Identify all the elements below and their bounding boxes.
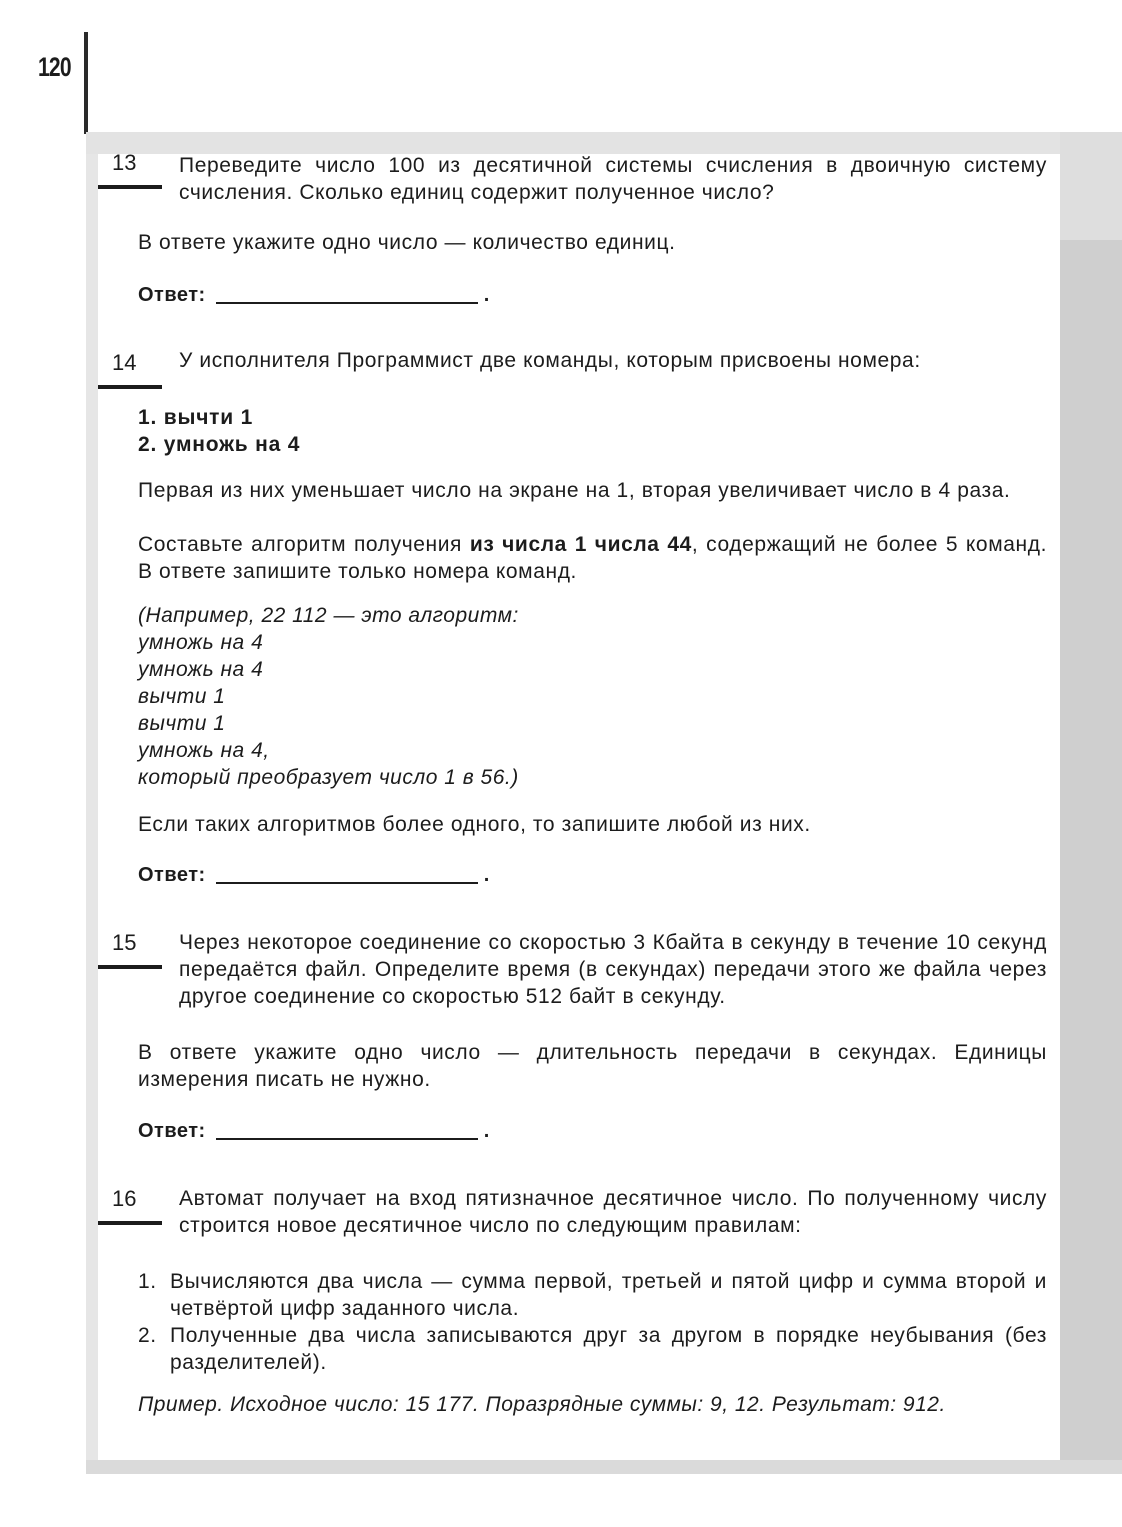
task-number-rule — [98, 965, 162, 969]
rules-list — [138, 1268, 1047, 1376]
list-item: 1. Вычисляются два числа — сумма первой, третьей и пятой цифр и сумма второй и четвёртой цифр заданного числа. — [138, 1270, 1047, 1320]
command-2: 2. умножь на 4 — [138, 433, 301, 456]
example-line: (Например, 22 112 — это алгоритм: — [138, 604, 519, 627]
task-number: 16 — [112, 1186, 137, 1211]
page-border-right-shade — [1060, 240, 1122, 1472]
example-line: вычти 1 — [138, 712, 226, 735]
answer-row: Ответ: . — [138, 284, 490, 306]
answer-field[interactable] — [216, 282, 478, 304]
page-number: 120 — [38, 52, 71, 82]
example-line: который преобразует число 1 в 56.) — [138, 766, 519, 789]
example-block — [138, 602, 519, 791]
answer-field[interactable] — [216, 1118, 478, 1140]
task-number-rule — [98, 185, 162, 189]
task-number-rule — [98, 1221, 162, 1225]
task-question: Автомат получает на вход пятизначное десятичное число. По полученному числу строится новое десятичное число по следующим правилам: — [179, 1187, 1047, 1237]
example-text: Пример. Исходное число: 15 177. Поразрядные суммы: 9, 12. Результат: 912. — [138, 1393, 946, 1416]
answer-label: Ответ: — [138, 1120, 206, 1142]
task-instruction: В ответе укажите одно число — количество единиц. — [138, 231, 676, 254]
task-question: Через некоторое соединение со скоростью 3 Кбайта в секунду в течение 10 секунд передаётся файл. Определите время (в секундах) передачи этого же файла через другое соединение со скоростью 512 байт в секунду. — [179, 931, 1047, 1008]
list-item: 2. Полученные два числа записываются друг за другом в порядке неубывания (без разделителей). — [138, 1324, 1047, 1374]
example-line: умножь на 4 — [138, 631, 264, 654]
page-border-left — [86, 154, 98, 1472]
answer-label: Ответ: — [138, 864, 206, 886]
page-number-rule — [84, 32, 88, 134]
answer-row: Ответ: . — [138, 1120, 490, 1142]
task-requirement: Составьте алгоритм получения из числа 1 числа 44, содержащий не более 5 команд. В ответе запишите только номера команд. — [138, 533, 1048, 583]
task-number: 14 — [112, 350, 137, 375]
answer-field[interactable] — [216, 862, 478, 884]
answer-label: Ответ: — [138, 284, 206, 306]
example-line: умножь на 4 — [138, 658, 264, 681]
page-border-top — [86, 132, 1122, 154]
task-number-rule — [98, 385, 162, 389]
highlight-text: из числа 1 числа 44 — [469, 533, 692, 556]
task-description: Первая из них уменьшает число на экране на 1, вторая увеличивает число в 4 раза. — [138, 479, 1011, 502]
task-question: У исполнителя Программист две команды, которым присвоены номера: — [179, 349, 921, 372]
task-number: 15 — [112, 930, 137, 955]
task-question: Переведите число 100 из десятичной системы счисления в двоичную систему счисления. Сколько единиц содержит полученное число? — [179, 154, 1047, 204]
page-border-bottom — [86, 1460, 1122, 1474]
task-instruction: В ответе укажите одно число — длительность передачи в секундах. Единицы измерения писать не нужно. — [138, 1041, 1047, 1091]
answer-row: Ответ: . — [138, 864, 490, 886]
example-line: вычти 1 — [138, 685, 226, 708]
task-number: 13 — [112, 150, 137, 175]
task-instruction: Если таких алгоритмов более одного, то запишите любой из них. — [138, 813, 811, 836]
command-1: 1. вычти 1 — [138, 406, 254, 429]
example-line: умножь на 4, — [138, 739, 270, 762]
